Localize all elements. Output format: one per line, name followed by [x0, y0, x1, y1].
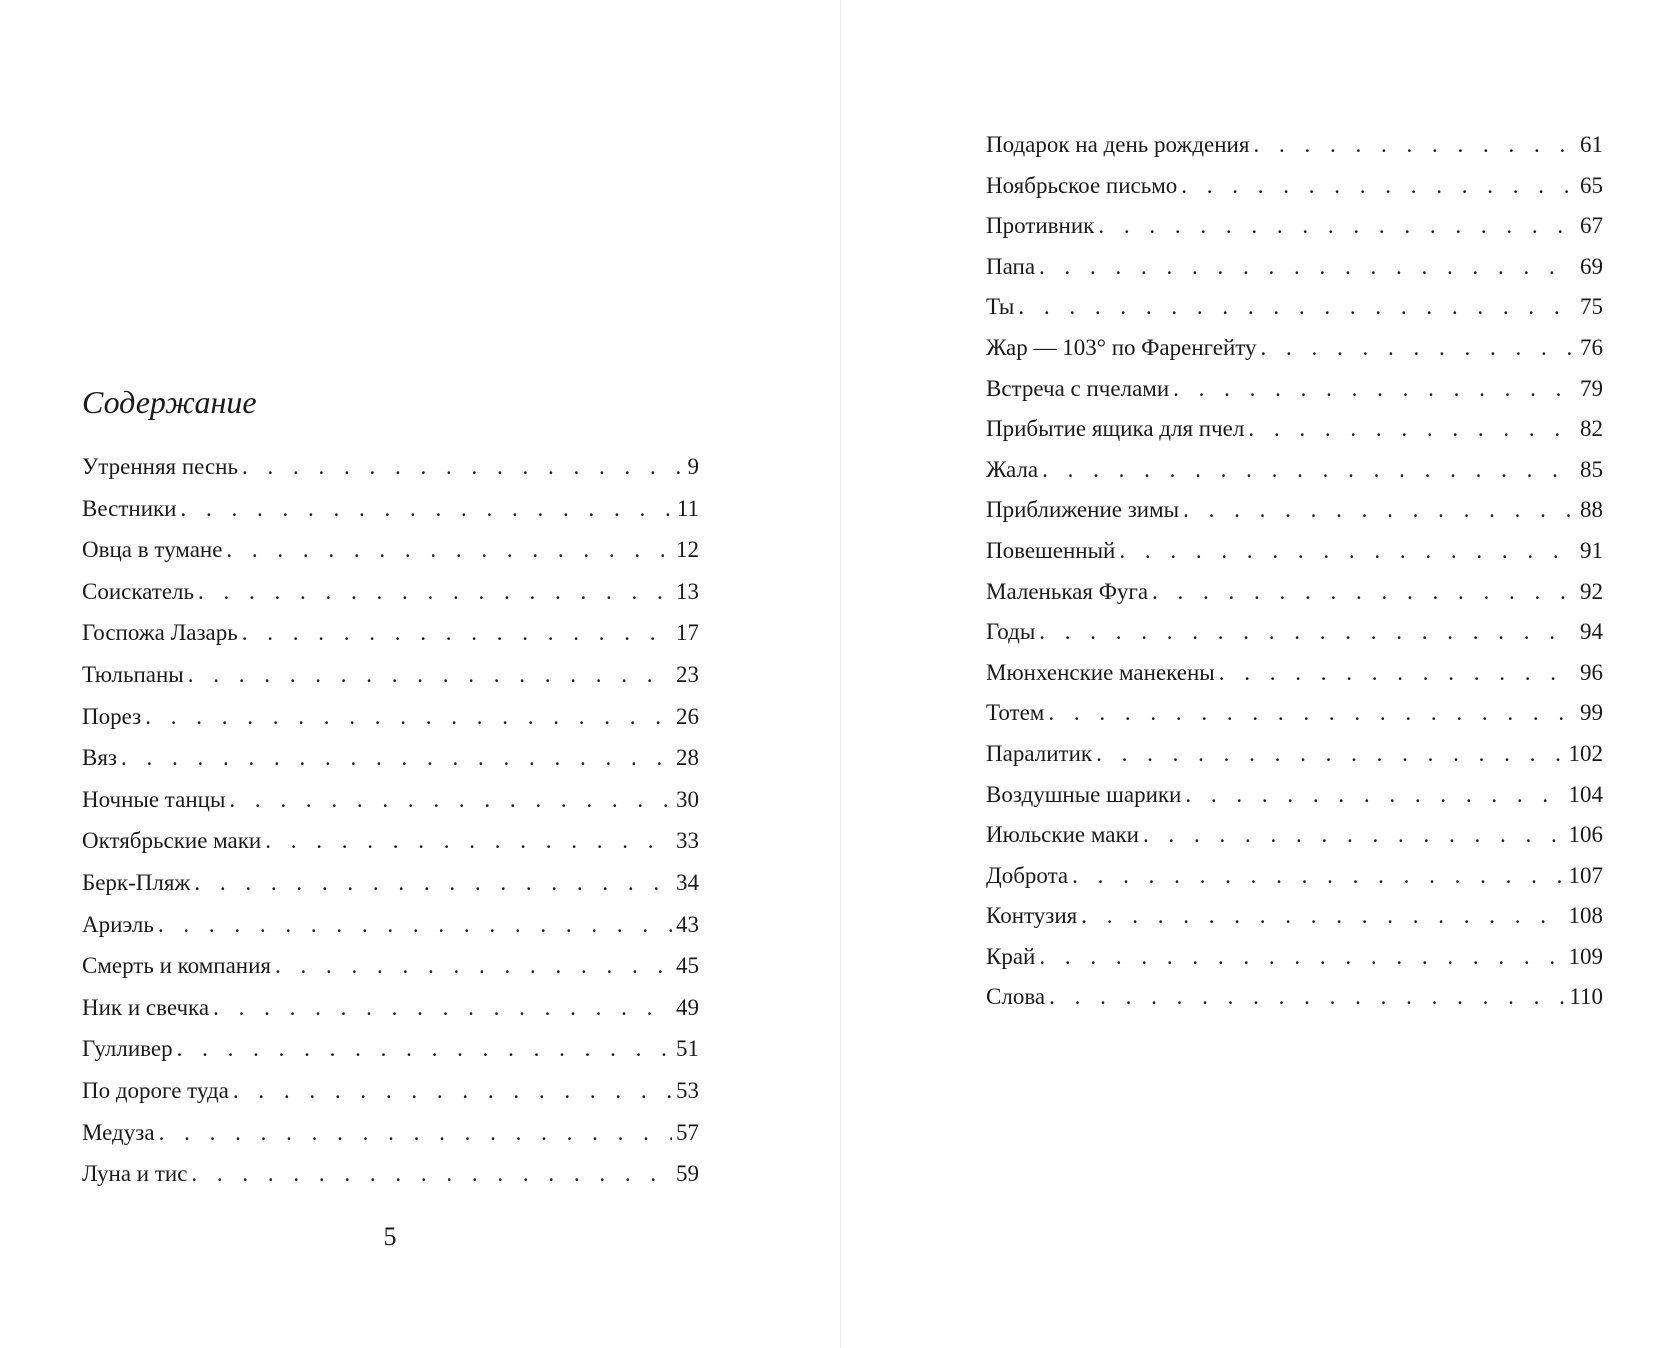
toc-dot-leader [177, 1034, 672, 1064]
toc-entry-title: Жар — 103° по Фаренгейту [986, 334, 1257, 360]
toc-entry-title: Повешенный [986, 537, 1116, 563]
toc-entry [986, 374, 1603, 415]
toc-entry-page: 49 [676, 994, 699, 1020]
toc-dot-leader [158, 910, 672, 940]
toc-entry-title: Доброта [986, 862, 1069, 888]
toc-dot-leader [1181, 171, 1576, 201]
toc-entry-page: 109 [1568, 943, 1603, 969]
toc-dot-leader [1096, 739, 1564, 769]
toc-entry [986, 698, 1603, 739]
toc-entry-title: Ноябрьское письмо [986, 172, 1178, 198]
toc-entry-page: 34 [676, 869, 699, 895]
toc-entry-page: 9 [687, 454, 699, 479]
toc-entry-title: Утренняя песнь [82, 454, 238, 479]
toc-entry-title: По дороге туда [82, 1077, 229, 1103]
toc-entry [986, 171, 1603, 212]
toc-dot-leader [121, 743, 672, 773]
toc-entry-title: Маленькая Фуга [986, 578, 1149, 604]
page-title: Содержание [82, 384, 257, 420]
toc-entry-title: Вестники [82, 495, 177, 521]
toc-entry-page: 69 [1580, 253, 1603, 279]
toc-dot-leader [194, 868, 672, 898]
toc-entry-page: 43 [676, 911, 699, 937]
toc-dot-leader [233, 1076, 672, 1106]
toc-dot-leader [1261, 333, 1576, 363]
toc-entry-title: Папа [986, 253, 1036, 279]
toc-entry-page: 26 [676, 703, 699, 729]
toc-dot-leader [1183, 495, 1576, 525]
toc-entry-title: Слова [986, 984, 1046, 1010]
toc-dot-leader [1248, 414, 1576, 444]
toc-entry-page: 17 [676, 620, 699, 646]
toc-entry-page: 76 [1580, 334, 1603, 360]
toc-entry-page: 59 [676, 1161, 699, 1187]
toc-entry-page: 53 [676, 1077, 699, 1103]
toc-dot-leader [1039, 617, 1576, 647]
toc-dot-leader [1098, 211, 1576, 241]
toc-entry-page: 23 [676, 661, 699, 687]
toc-entry [82, 618, 699, 660]
toc-entry-page: 12 [676, 537, 699, 563]
toc-entry [986, 982, 1603, 1023]
toc-entry-title: Гулливер [82, 1036, 173, 1062]
toc-dot-leader [191, 1159, 672, 1189]
toc-entry-title: Край [986, 943, 1036, 969]
toc-entry-title: Прибытие ящика для пчел [986, 416, 1245, 442]
toc-dot-leader [145, 702, 672, 732]
toc-entry-page: 108 [1568, 903, 1603, 929]
toc-dot-leader [242, 618, 672, 648]
toc-entry-page: 75 [1580, 294, 1603, 320]
toc-entry [986, 820, 1603, 861]
toc-entry [82, 993, 699, 1035]
toc-dot-leader [1039, 942, 1564, 972]
toc-entry-title: Вяз [82, 745, 118, 771]
toc-dot-leader [180, 494, 672, 524]
toc-entry-page: 11 [676, 495, 699, 521]
toc-entry-page: 106 [1568, 822, 1603, 848]
toc-entry-page: 79 [1580, 375, 1603, 401]
toc-entry-title: Жала [986, 456, 1039, 482]
toc-dot-leader [159, 1118, 672, 1148]
toc-entry-title: Приближение зимы [986, 497, 1180, 523]
toc-entry-page: 104 [1568, 781, 1603, 807]
toc-entry [82, 660, 699, 702]
toc-entry [82, 1159, 699, 1201]
toc-entry-title: Медуза [82, 1119, 155, 1145]
toc-entry-title: Мюнхенские манекены [986, 659, 1215, 685]
toc-dot-leader [1152, 577, 1576, 607]
toc-entry [82, 577, 699, 619]
toc-entry-title: Госпожа Лазарь [82, 620, 238, 646]
toc-entry-title: Встреча с пчелами [986, 375, 1170, 401]
toc-entry-title: Ночные танцы [82, 786, 226, 812]
toc-entry [82, 535, 699, 577]
toc-entry [82, 743, 699, 785]
toc-entry-page: 102 [1568, 740, 1603, 766]
toc-entry [82, 826, 699, 868]
toc-entry-page: 28 [676, 745, 699, 771]
toc-entry [82, 1076, 699, 1118]
toc-entry [986, 658, 1603, 699]
toc-entry-title: Порез [82, 703, 142, 729]
toc-entry-page: 51 [676, 1036, 699, 1062]
toc-dot-leader [1049, 982, 1565, 1012]
toc-entry [986, 333, 1603, 374]
toc-entry [82, 951, 699, 993]
toc-entry [986, 901, 1603, 942]
toc-list-left [82, 452, 699, 1201]
toc-entry-page: 88 [1580, 497, 1603, 523]
toc-entry [986, 414, 1603, 455]
toc-entry [986, 495, 1603, 536]
toc-entry-title: Луна и тис [82, 1161, 188, 1187]
toc-entry [986, 455, 1603, 496]
toc-entry-title: Контузия [986, 903, 1078, 929]
toc-dot-leader [1048, 698, 1576, 728]
toc-entry-page: 45 [676, 953, 699, 979]
toc-entry [986, 130, 1603, 171]
toc-list-right [986, 130, 1603, 1023]
toc-entry [82, 910, 699, 952]
toc-dot-leader [1185, 780, 1564, 810]
toc-entry-title: Ариэль [82, 911, 154, 937]
toc-entry-title: Ник и свечка [82, 994, 210, 1020]
toc-dot-leader [1253, 130, 1576, 160]
toc-entry-title: Смерть и компания [82, 953, 271, 979]
toc-entry-title: Овца в тумане [82, 537, 223, 563]
toc-entry-page: 110 [1569, 984, 1603, 1010]
toc-dot-leader [1018, 292, 1576, 322]
toc-dot-leader [1072, 861, 1564, 891]
toc-entry [986, 292, 1603, 333]
toc-entry [82, 785, 699, 827]
toc-entry-page: 107 [1568, 862, 1603, 888]
toc-entry-page: 91 [1580, 537, 1603, 563]
toc-entry-title: Тотем [986, 700, 1045, 726]
toc-entry-page: 33 [676, 828, 699, 854]
toc-entry-title: Подарок на день рождения [986, 132, 1250, 157]
toc-entry-page: 82 [1580, 416, 1603, 442]
toc-entry-title: Октябрьские маки [82, 828, 262, 854]
toc-dot-leader [1119, 536, 1576, 566]
toc-entry [986, 780, 1603, 821]
toc-entry-title: Противник [986, 213, 1095, 239]
toc-entry-page: 57 [676, 1119, 699, 1145]
toc-dot-leader [265, 826, 672, 856]
toc-entry-page: 30 [676, 786, 699, 812]
toc-entry-page: 13 [676, 578, 699, 604]
toc-entry [82, 1118, 699, 1160]
toc-entry-page: 85 [1580, 456, 1603, 482]
toc-dot-leader [1039, 252, 1576, 282]
toc-entry [82, 1034, 699, 1076]
toc-entry [82, 494, 699, 536]
toc-entry-title: Воздушные шарики [986, 781, 1182, 807]
toc-entry-page: 96 [1580, 659, 1603, 685]
toc-entry [986, 942, 1603, 983]
toc-entry-title: Ты [986, 294, 1015, 320]
toc-entry-page: 67 [1580, 213, 1603, 239]
right-page [841, 0, 1676, 1348]
toc-entry [82, 702, 699, 744]
toc-entry-title: Соискатель [82, 578, 195, 604]
toc-entry [82, 868, 699, 910]
toc-entry-title: Годы [986, 619, 1036, 645]
toc-dot-leader [1143, 820, 1565, 850]
toc-dot-leader [213, 993, 672, 1023]
toc-entry [986, 617, 1603, 658]
toc-dot-leader [275, 951, 672, 981]
toc-dot-leader [1042, 455, 1576, 485]
toc-entry-title: Берк-Пляж [82, 869, 191, 895]
toc-dot-leader [1173, 374, 1576, 404]
toc-entry-page: 65 [1580, 172, 1603, 198]
toc-dot-leader [198, 577, 672, 607]
toc-dot-leader [188, 660, 672, 690]
toc-entry-page: 99 [1580, 700, 1603, 726]
page-number: 5 [383, 1222, 397, 1251]
toc-dot-leader [226, 535, 672, 565]
toc-dot-leader [229, 785, 672, 815]
toc-entry [986, 252, 1603, 293]
toc-entry [986, 211, 1603, 252]
toc-entry [82, 452, 699, 494]
toc-entry [986, 739, 1603, 780]
toc-entry-page: 92 [1580, 578, 1603, 604]
toc-dot-leader [1081, 901, 1564, 931]
toc-entry [986, 577, 1603, 618]
toc-entry-title: Тюльпаны [82, 661, 184, 687]
toc-dot-leader [242, 452, 684, 482]
toc-entry-page: 94 [1580, 619, 1603, 645]
toc-entry [986, 536, 1603, 577]
toc-entry-title: Паралитик [986, 740, 1093, 766]
toc-entry [986, 861, 1603, 902]
toc-dot-leader [1219, 658, 1576, 688]
toc-entry-title: Июльские маки [986, 822, 1139, 848]
toc-entry-page: 61 [1580, 132, 1603, 157]
